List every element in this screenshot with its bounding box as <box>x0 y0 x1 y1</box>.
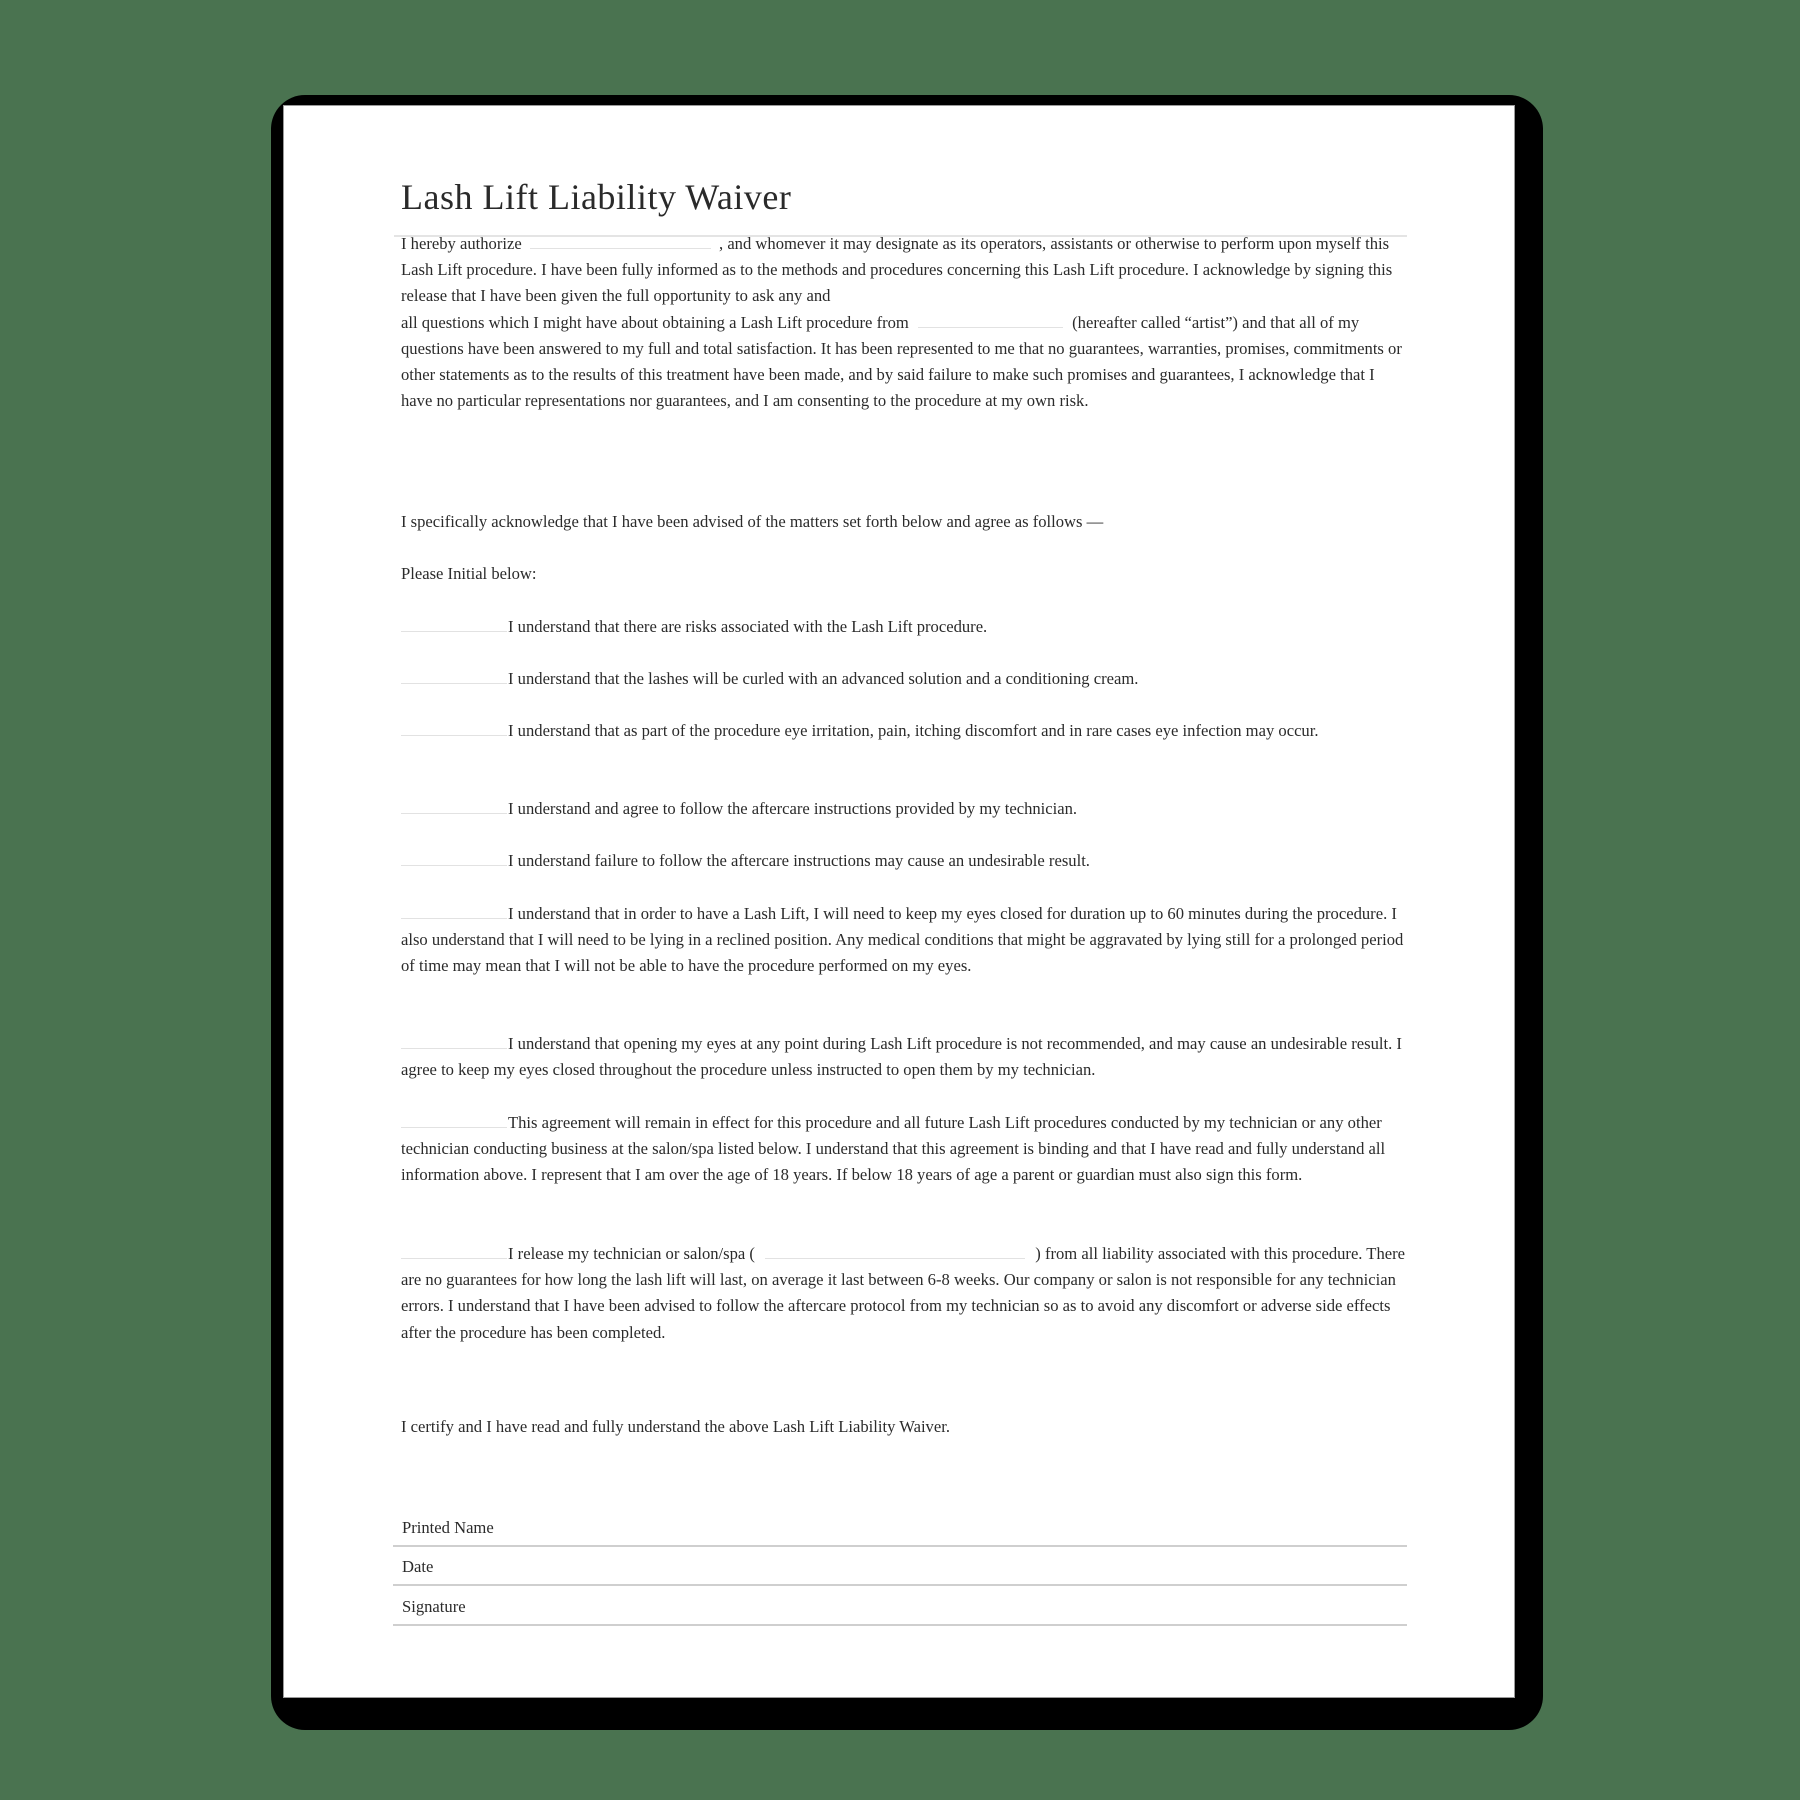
initial-item: I understand that opening my eyes at any point during Lash Lift procedure is not recommended, and may cause an undesirable result. I agree to keep my eyes closed throughout the procedure unless instructed to open them by my technician. <box>401 1034 1402 1080</box>
initial-field[interactable] <box>401 1047 507 1049</box>
acknowledge-text: I specifically acknowledge that I have been advised of the matters set forth below and agree as follows — <box>401 512 1104 531</box>
date-label: Date <box>402 1556 434 1576</box>
certify-text: I certify and I have read and fully understand the above Lash Lift Liability Waiver. <box>401 1417 950 1436</box>
printed-name-field[interactable] <box>393 1507 1407 1547</box>
initial-item: I understand that in order to have a Lash Lift, I will need to keep my eyes closed for duration up to 60 minutes during the procedure. I also understand that I will need to be lying in a reclined position. Any medical conditions that might be aggravated by lying still for a prolonged period of time may mean that I will not be able to have the procedure performed on my eyes. <box>401 904 1404 976</box>
waiver-document <box>283 105 1515 1698</box>
initial-field[interactable] <box>401 812 507 814</box>
printed-name-label: Printed Name <box>402 1517 494 1537</box>
initial-field[interactable] <box>401 864 507 866</box>
page-title: Lash Lift Liability Waiver <box>401 177 792 217</box>
initial-field[interactable] <box>401 734 507 736</box>
initial-item: I understand failure to follow the aftercare instructions may cause an undesirable result. <box>401 848 1406 874</box>
initial-field[interactable] <box>401 682 507 684</box>
initial-field[interactable] <box>401 1257 507 1259</box>
initial-item: I understand and agree to follow the aftercare instructions provided by my technician. <box>401 796 1406 822</box>
business-name-field[interactable] <box>530 247 711 249</box>
date-field[interactable] <box>393 1546 1407 1586</box>
artist-name-field[interactable] <box>918 326 1063 328</box>
initial-item: I understand that the lashes will be curled with an advanced solution and a conditioning cream. <box>401 666 1406 692</box>
initial-field[interactable] <box>401 630 507 632</box>
initial-field[interactable] <box>401 1126 507 1128</box>
salon-name-field[interactable] <box>765 1257 1025 1259</box>
signature-field[interactable] <box>393 1586 1407 1626</box>
initial-item: I understand that there are risks associated with the Lash Lift procedure. <box>401 614 1406 640</box>
release-item: I release my technician or salon/spa ( ) from all liability associated with this procedure. There are no guarantees for how long the lash lift will last, on average it last between 6-8 weeks. Our company or salon is not responsible for any technician errors. I understand that I have been advised to follow the aftercare protocol from my technician so as to avoid any discomfort or adverse side effects after the procedure has been completed. <box>401 1244 1405 1342</box>
intro-paragraph: I hereby authorize , and whomever it may designate as its operators, assistants or otherwise to perform upon myself this Lash Lift procedure. I have been fully informed as to the methods and procedures concerning this Lash Lift procedure. I acknowledge by signing this release that I have been given the full opportunity to ask any and all questions which I might have about obtaining a Lash Lift procedure from (hereafter called “artist”) and that all of my questions have been answered to my full and total satisfaction. It has been represented to me that no guarantees, warranties, promises, commitments or other statements as to the results of this treatment have been made, and by said failure to make such promises and guarantees, I acknowledge that I have no particular representations nor guarantees, and I am consenting to the procedure at my own risk. <box>401 234 1402 411</box>
signature-label: Signature <box>402 1596 466 1616</box>
initial-item: This agreement will remain in effect for this procedure and all future Lash Lift procedures conducted by my technician or any other technician conducting business at the salon/spa listed below. I understand that this agreement is binding and that I have read and fully understand all information above. I represent that I am over the age of 18 years. If below 18 years of age a parent or guardian must also sign this form. <box>401 1113 1386 1185</box>
initial-prompt: Please Initial below: <box>401 564 537 583</box>
initial-field[interactable] <box>401 917 507 919</box>
initial-item: I understand that as part of the procedure eye irritation, pain, itching discomfort and in rare cases eye infection may occur. <box>401 718 1406 744</box>
